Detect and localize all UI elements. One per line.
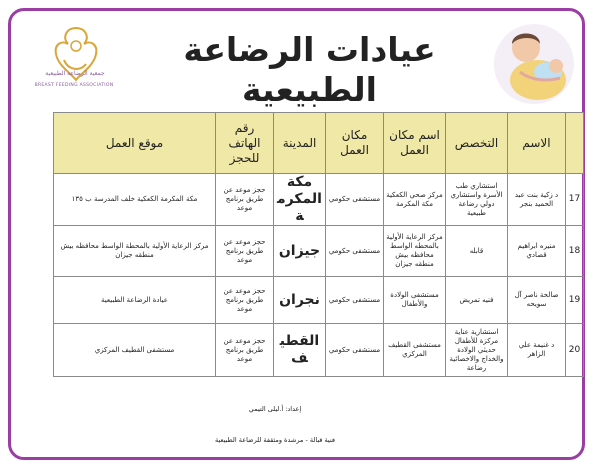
cell-workplace-name: مستشفى القطيف المركزي <box>384 324 446 377</box>
table-header-row <box>54 113 584 174</box>
association-logo <box>18 20 136 104</box>
cell-number: 20 <box>566 324 584 377</box>
table-row <box>54 226 584 277</box>
cell-workplace-type: مستشفى حكومي <box>326 174 384 226</box>
cell-location: عيادة الرضاعة الطبيعية <box>54 277 216 324</box>
cell-number: 17 <box>566 174 584 226</box>
cell-workplace-name: مركز صحي الكعكية مكة المكرمة <box>384 174 446 226</box>
cell-workplace-type: مستشفى حكومي <box>326 277 384 324</box>
cell-specialty: استشارية عناية مركزة للأطفال حديثي الولادة والخداج والاخصائية رضاعة <box>446 324 508 377</box>
logo-arabic-text: جمعية الرضاعة الطبيعية <box>45 70 105 77</box>
cell-name: د غنيمة علي الزاهر <box>508 324 566 377</box>
header-name: الاسم <box>508 113 566 174</box>
cell-workplace-name: مستشفى الولادة والأطفال <box>384 277 446 324</box>
cell-phone: حجز موعد عن طريق برنامج موعد <box>216 226 274 277</box>
cell-location: مركز الرعاية الأولية بالمحطة الواسط محافظه بيش منطقه جيزان <box>54 226 216 277</box>
cell-phone: حجز موعد عن طريق برنامج موعد <box>216 324 274 377</box>
header-city: المدينة <box>274 113 326 174</box>
cell-specialty: استشاري طب الأسرة واستشاري دولي رضاعة طبيعية <box>446 174 508 226</box>
page-title: عيادات الرضاعة الطبيعية <box>183 30 436 109</box>
cell-city: القطيف <box>274 324 326 377</box>
header-number <box>566 113 584 174</box>
prepared-by-text: إعداد: أ.ليلى التيمي <box>248 405 302 413</box>
cell-location: مكة المكرمة الكعكية خلف المدرسة ب ١٣٥ <box>54 174 216 226</box>
table-row <box>54 277 584 324</box>
cell-workplace-type: مستشفى حكومي <box>326 226 384 277</box>
cell-phone: حجز موعد عن طريق برنامج موعد <box>216 174 274 226</box>
cell-specialty: قابله <box>446 226 508 277</box>
cell-workplace-type: مستشفى حكومي <box>326 324 384 377</box>
cell-name: د زكية بنت عبد الحميد بنجر <box>508 174 566 226</box>
cell-city: نجران <box>274 277 326 324</box>
cell-number: 19 <box>566 277 584 324</box>
cell-specialty: فنيه تمريض <box>446 277 508 324</box>
cell-location: مستشفى القطيف المركزي <box>54 324 216 377</box>
cell-phone: حجز موعد عن طريق برنامج موعد <box>216 277 274 324</box>
table-row <box>54 174 584 226</box>
clinics-table <box>53 112 584 377</box>
mother-baby-illustration <box>490 20 578 106</box>
header-workplace-name: اسم مكان العمل <box>384 113 446 174</box>
cell-city: مكة المكرمة <box>274 174 326 226</box>
table-row <box>54 324 584 377</box>
author-role-text: فنية قبالة - مرشدة ومثقفة للرضاعة الطبيعية <box>215 436 335 444</box>
header-workplace-type: مكان العمل <box>326 113 384 174</box>
header-location: موقع العمل <box>54 113 216 174</box>
logo-english-text: BREAST FEEDING ASSOCIATION <box>34 83 114 88</box>
cell-name: صالحة ناصر آل سويحه <box>508 277 566 324</box>
cell-city: جيزان <box>274 226 326 277</box>
header-phone: رقم الهاتف للحجز <box>216 113 274 174</box>
header-specialty: التخصص <box>446 113 508 174</box>
cell-name: منيره ابراهيم قصادي <box>508 226 566 277</box>
cell-number: 18 <box>566 226 584 277</box>
cell-workplace-name: مركز الرعاية الأولية بالمحطه الواسط محافظه بيش منطقه جيزان <box>384 226 446 277</box>
